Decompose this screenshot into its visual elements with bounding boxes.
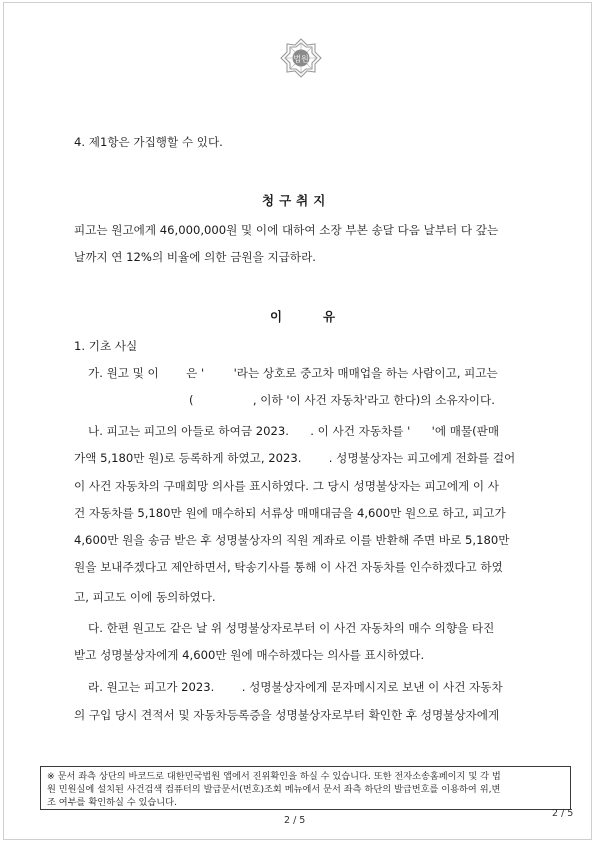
- paragraph-na-seg-2: . 이 사건 자동차를 ': [310, 424, 411, 438]
- basic-facts-subheading: 1. 기초 사실: [74, 339, 138, 353]
- paragraph-ra-line-2: 의 구입 당시 견적서 및 자동차등록증을 성명불상자로부터 확인한 후 성명불상자에게: [74, 708, 500, 722]
- paragraph-na-seg-5: . 성명불상자는 피고에게 전화를 걸어: [328, 451, 516, 465]
- paragraph-da-line-1: 다. 한편 원고도 같은 날 위 성명불상자로부터 이 사건 자동차의 매수 의향을 타진: [88, 621, 495, 635]
- paragraph-na-seg-4: 가액 5,180만 원)로 등록하게 하였고, 2023.: [74, 451, 302, 465]
- paragraph-ga-line-2: [189, 392, 495, 408]
- paragraph-ga-seg-2: 은 ': [186, 366, 205, 380]
- notice-line-1: ※ 문서 좌측 상단의 바코드로 대한민국법원 앱에서 진위확인을 하실 수 있습니다. 또한 전자소송홈페이지 및 각 법: [47, 771, 501, 782]
- paragraph-na-seg-1: 나. 피고는 피고의 아들로 하여금 2023.: [88, 424, 289, 438]
- paragraph-na-line-2: [74, 450, 515, 466]
- claim-line-1: 피고는 원고에게 46,000,000원 및 이에 대하여 소장 부본 송달 다음 날부터 다 갚는: [74, 223, 499, 237]
- paragraph-ga-seg-1: 가. 원고 및 이: [88, 366, 159, 380]
- page-number-center: 2 / 5: [284, 815, 306, 826]
- item-4-text: 4. 제1항은 가집행할 수 있다.: [74, 135, 223, 149]
- paragraph-na-line-4: 건 자동차를 5,180만 원에 매수하되 서류상 매매대금을 4,600만 원으로 하고, 피고가: [74, 506, 506, 520]
- paragraph-ra-seg-2: . 성명불상자에게 문자메시지로 보낸 이 사건 자동차: [241, 680, 503, 694]
- claim-heading: 청구취지: [262, 193, 331, 208]
- paragraph-ra-seg-1: 라. 원고는 피고가 2023.: [88, 680, 215, 694]
- paragraph-na-seg-3: '에 매물(판매: [431, 424, 500, 438]
- paragraph-na-line-6: 원을 보내주겠다고 제안하면서, 탁송기사를 통해 이 사건 자동차를 인수하겠다고 하였: [74, 560, 503, 574]
- authenticity-notice-box: [40, 766, 571, 810]
- paragraph-da-line-2: 받고 성명불상자에게 4,600만 원에 매수하겠다는 의사를 표시하였다.: [74, 648, 425, 662]
- paragraph-ra-line-1: [88, 679, 503, 695]
- paragraph-ga-seg-5: , 이하 '이 사건 자동차'라고 한다)의 소유자이다.: [252, 393, 495, 407]
- court-emblem-icon: [278, 36, 324, 82]
- page-number-right: 2 / 5: [552, 808, 574, 819]
- paragraph-na-line-5: 4,600만 원을 송금 받은 후 성명불상자의 직원 계좌로 이를 반환해 주면 바로 5,180만: [74, 533, 510, 547]
- paragraph-na-line-3: 이 사건 자동차의 구매희망 의사를 표시하였다. 그 당시 성명불상자는 피고에게 이 사: [74, 479, 500, 493]
- paragraph-na-line-1: [88, 423, 499, 439]
- claim-line-2: 날까지 연 12%의 비율에 의한 금원을 지급하라.: [74, 250, 316, 264]
- emblem-label: 법원: [293, 54, 309, 64]
- paragraph-ga-line-1: [88, 365, 498, 381]
- notice-line-2: 원 민원실에 설치된 사건검색 컴퓨터의 발급문서(번호)조회 메뉴에서 문서 좌측 하단의 발급번호를 이용하여 위,변: [47, 784, 501, 795]
- notice-line-3: 조 여부를 확인하실 수 있습니다.: [47, 797, 177, 808]
- paragraph-ga-seg-4: (: [189, 393, 194, 407]
- reason-heading-right: 유: [323, 309, 336, 324]
- paragraph-ga-seg-3: '라는 상호로 중고차 매매업을 하는 사람이고, 피고는: [233, 366, 498, 380]
- paragraph-na-line-7: 고, 피고도 이에 동의하였다.: [74, 590, 216, 604]
- reason-heading-left: 이: [270, 309, 283, 324]
